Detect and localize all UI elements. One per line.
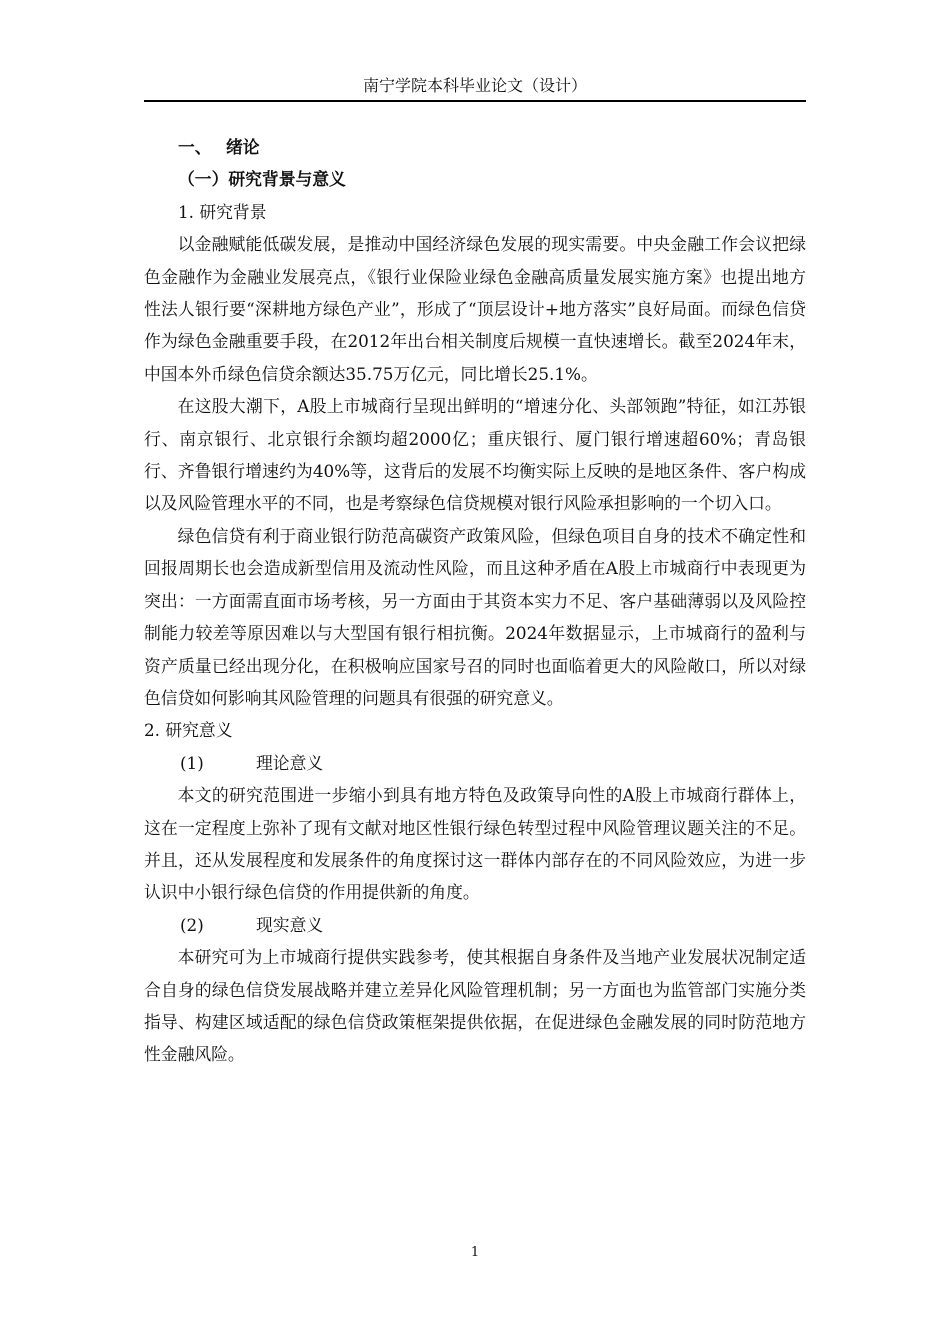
- subsection-heading-significance: 2. 研究意义: [144, 720, 233, 741]
- page-number: 1: [470, 1245, 480, 1260]
- chapter-heading: [144, 131, 806, 163]
- header-rule: [144, 100, 806, 102]
- chapter-number: 一、: [178, 137, 212, 157]
- subsection-heading-background: 1. 研究背景: [178, 201, 267, 222]
- list-item-practice: [144, 909, 806, 941]
- paragraph-3: 绿色信贷有利于商业银行防范高碳资产政策风险，但绿色项目自身的技术不确定性和回报周期长也会造成新型信用及流动性风险，而且这种矛盾在A股上市城商行中表现更为突出：一方面需直面市场考核，另一方面由于其资本实力不足、客户基础薄弱以及风险控制能力较差等原因难以与大型国有银行相抗衡。2024年数据显示，上市城商行的盈利与资产质量已经出现分化，在积极响应国家号召的同时也面临着更大的风险敞口，所以对绿色信贷如何影响其风险管理的问题具有很强的研究意义。: [144, 525, 806, 708]
- section-heading: （一）研究背景与意义: [178, 169, 346, 190]
- paragraph-1: 以金融赋能低碳发展，是推动中国经济绿色发展的现实需要。中央金融工作会议把绿色金融作为金融业发展亮点，《银行业保险业绿色金融高质量发展实施方案》也提出地方性法人银行要“深耕地方绿色产业”，形成了“顶层设计+地方落实”良好局面。而绿色信贷作为绿色金融重要手段，在2012年出台相关制度后规模一直快速增长。截至2024年末，中国本外币绿色信贷余额达35.75万亿元，同比增长25.1%。: [144, 234, 806, 384]
- running-header: 南宁学院本科毕业论文（设计）: [362, 76, 587, 95]
- paragraph-5: 本研究可为上市城商行提供实践参考，使其根据自身条件及当地产业发展状况制定适合自身的绿色信贷发展战略并建立差异化风险管理机制；另一方面也为监管部门实施分类指导、构建区域适配的绿色信贷政策框架提供依据，在促进绿色金融发展的同时防范地方性金融风险。: [144, 947, 806, 1065]
- list-item-theory: [144, 747, 806, 779]
- list-item-index: (1): [180, 752, 204, 773]
- paragraph-2: 在这股大潮下，A股上市城商行呈现出鲜明的“增速分化、头部领跑”特征，如江苏银行、南京银行、北京银行余额均超2000亿；重庆银行、厦门银行增速超60%；青岛银行、齐鲁银行增速约为40%等，这背后的发展不均衡实际上反映的是地区条件、客户构成以及风险管理水平的不同，也是考察绿色信贷规模对银行风险承担影响的一个切入口。: [144, 396, 806, 514]
- chapter-title: 绪论: [226, 137, 260, 157]
- page-body: [144, 131, 806, 1071]
- list-item-title: 理论意义: [256, 752, 324, 773]
- list-item-title: 现实意义: [256, 914, 324, 935]
- list-item-index: (2): [180, 914, 204, 935]
- paragraph-4: 本文的研究范围进一步缩小到具有地方特色及政策导向性的A股上市城商行群体上，这在一定程度上弥补了现有文献对地区性银行绿色转型过程中风险管理议题关注的不足。并且，还从发展程度和发展条件的角度探讨这一群体内部存在的不同风险效应，为进一步认识中小银行绿色信贷的作用提供新的角度。: [144, 785, 806, 903]
